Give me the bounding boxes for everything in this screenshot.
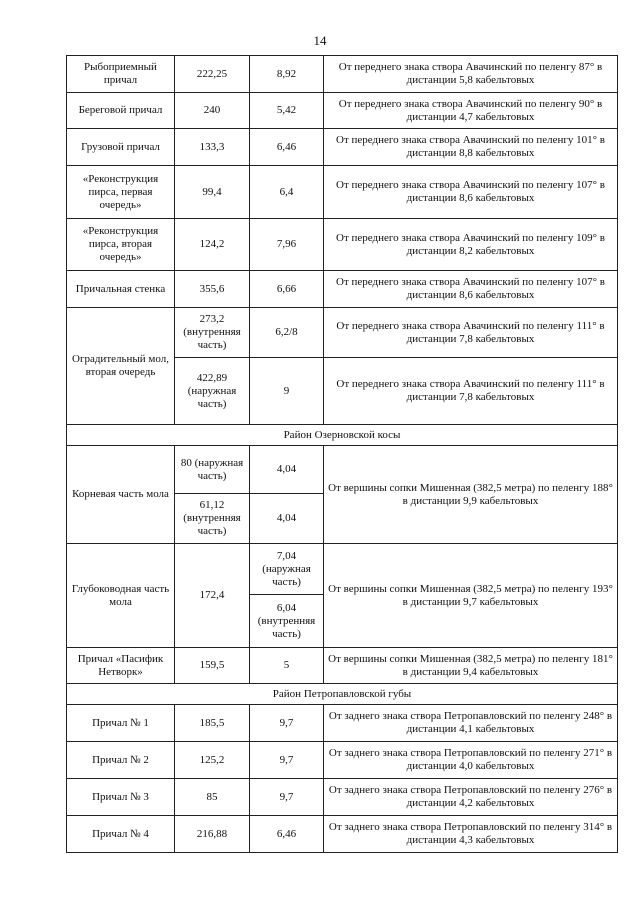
berth-depth: 6,46 bbox=[250, 816, 324, 853]
section-row bbox=[67, 425, 618, 446]
table-row bbox=[67, 166, 618, 219]
berth-depth: 6,66 bbox=[250, 271, 324, 308]
section-heading: Район Петропавловской губы bbox=[67, 684, 618, 705]
berth-depth: 6,4 bbox=[250, 166, 324, 219]
table-row bbox=[67, 446, 618, 494]
berth-name: Причальная стенка bbox=[67, 271, 175, 308]
berth-name: «Реконструкция пирса, вторая очередь» bbox=[67, 219, 175, 271]
table-row bbox=[67, 308, 618, 358]
berth-location: От переднего знака створа Авачинский по пеленгу 109° в дистанции 8,2 кабельтовых bbox=[324, 219, 618, 271]
berth-depth: 4,04 bbox=[250, 446, 324, 494]
berth-location: От заднего знака створа Петропавловский по пеленгу 271° в дистанции 4,0 кабельтовых bbox=[324, 742, 618, 779]
berth-name: Корневая часть мола bbox=[67, 446, 175, 544]
berth-name: Глубоководная часть мола bbox=[67, 544, 175, 648]
berth-length: 99,4 bbox=[175, 166, 250, 219]
berth-name: Причал № 1 bbox=[67, 705, 175, 742]
berth-length: 422,89 (наружная часть) bbox=[175, 358, 250, 425]
section-heading: Район Озерновской косы bbox=[67, 425, 618, 446]
berth-length: 240 bbox=[175, 93, 250, 129]
berth-location: От вершины сопки Мишенная (382,5 метра) по пеленгу 193° в дистанции 9,7 кабельтовых bbox=[324, 544, 618, 648]
table-row bbox=[67, 93, 618, 129]
berth-location: От переднего знака створа Авачинский по пеленгу 107° в дистанции 8,6 кабельтовых bbox=[324, 166, 618, 219]
berth-length: 61,12 (внутренняя часть) bbox=[175, 494, 250, 544]
berth-depth: 5 bbox=[250, 648, 324, 684]
berth-name: Оградительный мол, вторая очередь bbox=[67, 308, 175, 425]
table-row bbox=[67, 705, 618, 742]
table-row bbox=[67, 544, 618, 595]
berth-location: От заднего знака створа Петропавловский по пеленгу 276° в дистанции 4,2 кабельтовых bbox=[324, 779, 618, 816]
berth-name: Причал № 3 bbox=[67, 779, 175, 816]
berth-length: 80 (наружная часть) bbox=[175, 446, 250, 494]
berth-location: От переднего знака створа Авачинский по пеленгу 87° в дистанции 5,8 кабельтовых bbox=[324, 56, 618, 93]
berth-name: Грузовой причал bbox=[67, 129, 175, 166]
berth-length: 159,5 bbox=[175, 648, 250, 684]
berth-name: Причал № 4 bbox=[67, 816, 175, 853]
berth-depth: 9,7 bbox=[250, 742, 324, 779]
berth-depth: 6,2/8 bbox=[250, 308, 324, 358]
berth-depth: 4,04 bbox=[250, 494, 324, 544]
berth-location: От переднего знака створа Авачинский по пеленгу 101° в дистанции 8,8 кабельтовых bbox=[324, 129, 618, 166]
table-row bbox=[67, 648, 618, 684]
berth-length: 222,25 bbox=[175, 56, 250, 93]
table-row bbox=[67, 219, 618, 271]
berth-length: 355,6 bbox=[175, 271, 250, 308]
berth-location: От переднего знака створа Авачинский по пеленгу 111° в дистанции 7,8 кабельтовых bbox=[324, 308, 618, 358]
berths-table bbox=[66, 55, 618, 853]
berth-location: От переднего знака створа Авачинский по пеленгу 111° в дистанции 7,8 кабельтовых bbox=[324, 358, 618, 425]
table-row bbox=[67, 56, 618, 93]
berth-name: «Реконструкция пирса, первая очередь» bbox=[67, 166, 175, 219]
berth-depth: 5,42 bbox=[250, 93, 324, 129]
berth-depth: 7,04 (наружная часть) bbox=[250, 544, 324, 595]
berth-length: 133,3 bbox=[175, 129, 250, 166]
table-row bbox=[67, 779, 618, 816]
table-row bbox=[67, 129, 618, 166]
berth-location: От переднего знака створа Авачинский по пеленгу 107° в дистанции 8,6 кабельтовых bbox=[324, 271, 618, 308]
berth-depth: 7,96 bbox=[250, 219, 324, 271]
berth-depth: 6,46 bbox=[250, 129, 324, 166]
berth-length: 85 bbox=[175, 779, 250, 816]
berth-length: 273,2 (внутренняя часть) bbox=[175, 308, 250, 358]
berth-length: 125,2 bbox=[175, 742, 250, 779]
berth-depth: 9 bbox=[250, 358, 324, 425]
berth-name: Береговой причал bbox=[67, 93, 175, 129]
berth-depth: 6,04 (внутренняя часть) bbox=[250, 595, 324, 648]
berth-length: 185,5 bbox=[175, 705, 250, 742]
berth-name: Рыбоприемный причал bbox=[67, 56, 175, 93]
berth-depth: 9,7 bbox=[250, 705, 324, 742]
berth-location: От вершины сопки Мишенная (382,5 метра) по пеленгу 188° в дистанции 9,9 кабельтовых bbox=[324, 446, 618, 544]
berth-location: От заднего знака створа Петропавловский по пеленгу 314° в дистанции 4,3 кабельтовых bbox=[324, 816, 618, 853]
berth-location: От вершины сопки Мишенная (382,5 метра) по пеленгу 181° в дистанции 9,4 кабельтовых bbox=[324, 648, 618, 684]
berth-name: Причал «Пасифик Нетворк» bbox=[67, 648, 175, 684]
table-row bbox=[67, 271, 618, 308]
page-number: 14 bbox=[313, 33, 327, 48]
berth-location: От переднего знака створа Авачинский по пеленгу 90° в дистанции 4,7 кабельтовых bbox=[324, 93, 618, 129]
berth-depth: 8,92 bbox=[250, 56, 324, 93]
berth-length: 124,2 bbox=[175, 219, 250, 271]
berth-length: 216,88 bbox=[175, 816, 250, 853]
table-row bbox=[67, 742, 618, 779]
berth-length: 172,4 bbox=[175, 544, 250, 648]
berth-location: От заднего знака створа Петропавловский по пеленгу 248° в дистанции 4,1 кабельтовых bbox=[324, 705, 618, 742]
berth-name: Причал № 2 bbox=[67, 742, 175, 779]
section-row bbox=[67, 684, 618, 705]
berth-depth: 9,7 bbox=[250, 779, 324, 816]
table-row bbox=[67, 816, 618, 853]
